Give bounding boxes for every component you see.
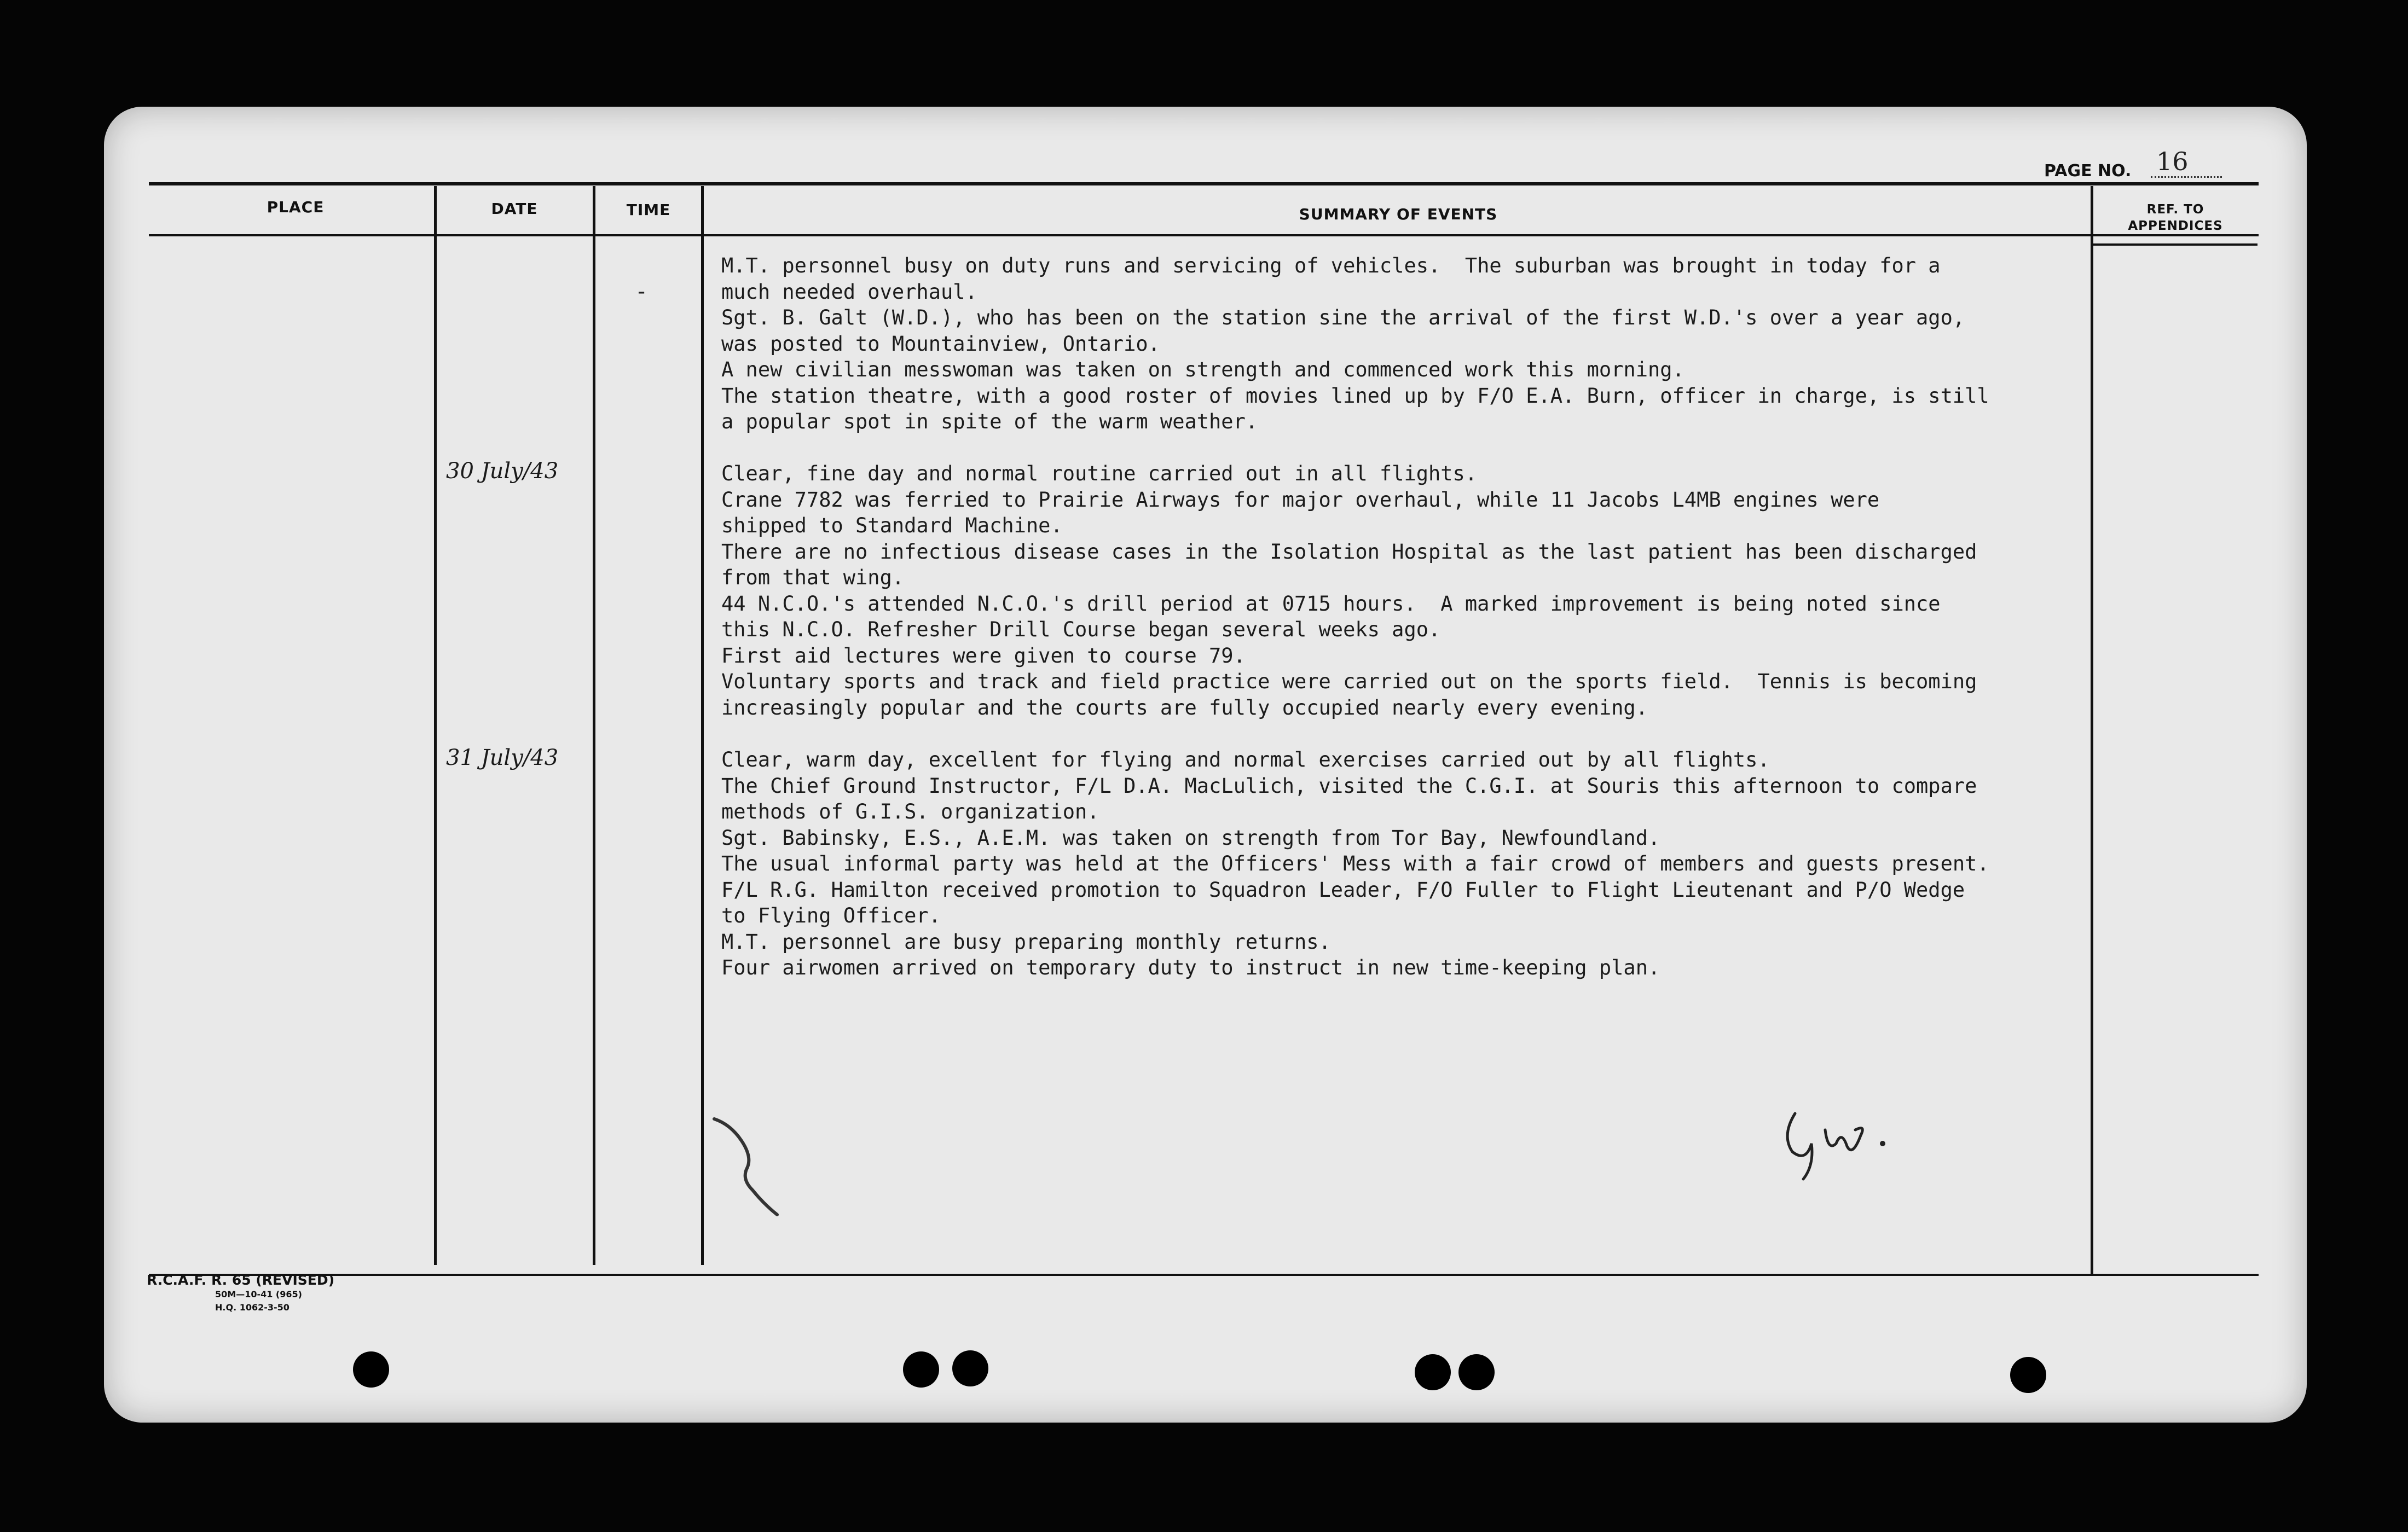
entry-line: increasingly popular and the courts are fully occupied nearly every evening. bbox=[721, 695, 1648, 719]
entry-date: 31 July/43 bbox=[446, 745, 559, 770]
entry-line: Crane 7782 was ferried to Prairie Airways for major overhaul, while 11 Jacobs L4MB engines were bbox=[721, 488, 1880, 512]
column-divider-time bbox=[701, 186, 704, 1265]
header-place: PLACE bbox=[267, 198, 325, 216]
entry-block bbox=[721, 253, 2095, 435]
binder-hole bbox=[2010, 1357, 2046, 1393]
entry-line: First aid lectures were given to course 79. bbox=[721, 643, 1246, 668]
entry-line: Voluntary sports and track and field practice were carried out on the sports field. Tennis is becoming bbox=[721, 670, 1977, 693]
entry-line: much needed overhaul. bbox=[721, 280, 977, 304]
entry-line: Clear, fine day and normal routine carried out in all flights. bbox=[721, 462, 1478, 485]
header-ref-appendices bbox=[2096, 201, 2255, 234]
entry-line: There are no infectious disease cases in the Isolation Hospital as the last patient has been discharged bbox=[721, 539, 1977, 564]
entry-line: from that wing. bbox=[721, 566, 905, 589]
header-time: TIME bbox=[626, 201, 671, 219]
entry-line: was posted to Mountainview, Ontario. bbox=[721, 332, 1160, 356]
entry-line: M.T. personnel are busy preparing monthly returns. bbox=[721, 930, 1331, 954]
entry-line: The usual informal party was held at the Officers' Mess with a fair crowd of members and guests present. bbox=[721, 852, 1989, 875]
column-divider-place bbox=[434, 186, 437, 1265]
entry-line: F/L R.G. Hamilton received promotion to Squadron Leader, F/O Fuller to Flight Lieutenant and P/O Wedge bbox=[721, 878, 1965, 902]
entry-line: The station theatre, with a good roster of movies lined up by F/O E.A. Burn, officer in charge, is still bbox=[721, 384, 1989, 408]
header-ref-line1: REF. TO bbox=[2146, 202, 2204, 217]
entry-line: M.T. personnel busy on duty runs and servicing of vehicles. The suburban was brought in today for a bbox=[721, 254, 1941, 277]
entry-line: Sgt. B. Galt (W.D.), who has been on the station sine the arrival of the first W.D.'s over a year ago, bbox=[721, 306, 1965, 329]
entry-line: The Chief Ground Instructor, F/L D.A. MacLulich, visited the C.G.I. at Souris this afternoon to compare bbox=[721, 774, 1977, 798]
entry-time-dash: - bbox=[635, 279, 649, 304]
header-ref-line2: APPENDICES bbox=[2128, 219, 2223, 233]
ref-header-rule bbox=[2093, 243, 2258, 246]
entry-line: this N.C.O. Refresher Drill Course began several weeks ago. bbox=[721, 618, 1441, 641]
binder-hole bbox=[1415, 1354, 1451, 1390]
entry-line: Sgt. Babinsky, E.S., A.E.M. was taken on strength from Tor Bay, Newfoundland. bbox=[721, 826, 1660, 850]
signature bbox=[1773, 1092, 1937, 1185]
pencil-mark bbox=[709, 1102, 791, 1223]
entry-line: methods of G.I.S. organization. bbox=[721, 800, 1099, 823]
binder-hole bbox=[952, 1350, 988, 1386]
entry-line: to Flying Officer. bbox=[721, 904, 941, 927]
page-number-label: PAGE NO. bbox=[2044, 161, 2132, 181]
entry-line: shipped to Standard Machine. bbox=[721, 514, 1063, 537]
entry-line: Clear, warm day, excellent for flying and normal exercises carried out by all flights. bbox=[721, 748, 1770, 771]
column-divider-date bbox=[593, 186, 595, 1265]
header-summary: SUMMARY OF EVENTS bbox=[1299, 205, 1498, 223]
binder-hole bbox=[903, 1351, 939, 1388]
header-top-rule bbox=[149, 182, 2259, 185]
form-hq-line: H.Q. 1062-3-50 bbox=[215, 1302, 290, 1313]
entry-line: a popular spot in spite of the warm weather. bbox=[721, 410, 1258, 433]
entry-block bbox=[721, 461, 2095, 721]
binder-hole bbox=[353, 1351, 389, 1388]
entry-line: Four airwomen arrived on temporary duty to instruct in new time-keeping plan. bbox=[721, 956, 1660, 979]
binder-hole bbox=[1458, 1354, 1495, 1390]
page-number-value: 16 bbox=[2151, 147, 2222, 178]
entry-date: 30 July/43 bbox=[446, 459, 559, 484]
form-number: R.C.A.F. R. 65 (REVISED) bbox=[147, 1272, 335, 1288]
entry-block bbox=[721, 747, 2095, 981]
entry-line: A new civilian messwoman was taken on strength and commenced work this morning. bbox=[721, 358, 1685, 381]
form-identifier bbox=[147, 1272, 334, 1314]
header-date: DATE bbox=[491, 200, 538, 218]
header-bottom-rule bbox=[149, 234, 2259, 236]
form-print-line: 50M—10-41 (965) bbox=[215, 1289, 302, 1299]
bottom-rule bbox=[149, 1274, 2259, 1276]
entry-line: 44 N.C.O.'s attended N.C.O.'s drill period at 0715 hours. A marked improvement is being noted since bbox=[721, 591, 1941, 616]
